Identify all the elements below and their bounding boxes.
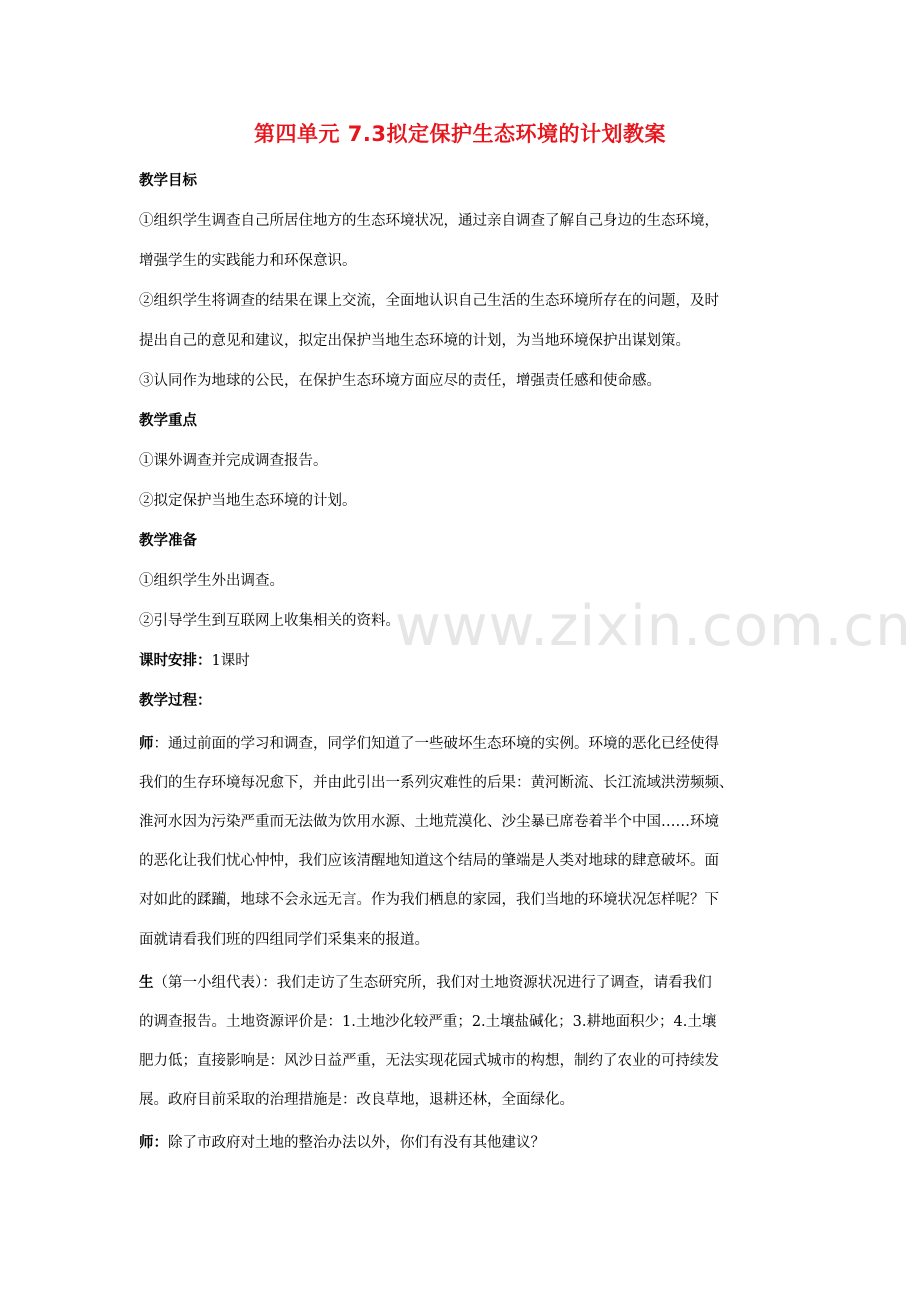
goals-heading: 教学目标 [139,173,197,189]
key-point-2: ②拟定保护当地生态环境的计划。 [139,493,357,509]
student-para-text-1: （第一小组代表）：我们走访了生态研究所，我们对土地资源状况进行了调查，请看我们 [153,975,712,991]
student-label: 生 [139,975,154,991]
goals-line-2: 增强学生的实践能力和环保意识。 [139,253,357,269]
watermark: www.zixin.com.cn [395,594,912,659]
goals-line-4: 提出自己的意见和建议，拟定出保护当地生态环境的计划，为当地环境保护出谋划策。 [139,333,690,349]
teacher-para2-line [139,1133,799,1153]
teacher-para1-line-6: 面就请看我们班的四组同学们采集来的报道。 [139,932,429,948]
student-para-line-2: 的调查报告。土地资源评价是：1.土地沙化较严重；2.土壤盐碱化；3.耕地面积少；4.土壤 [139,1014,717,1030]
key-points-heading: 教学重点 [139,413,197,429]
goals-line-3: ②组织学生将调查的结果在课上交流，全面地认识自己生活的生态环境所存在的问题，及时 [139,293,719,309]
student-para-line-3: 肥力低；直接影响是：风沙日益严重，无法实现花园式城市的构想，制约了农业的可持续发 [139,1053,719,1069]
prep-item-2: ②引导学生到互联网上收集相关的资料。 [139,613,400,629]
teacher-para1-line-5: 对如此的蹂躏，地球不会永远无言。作为我们栖息的家园，我们当地的环境状况怎样呢？下 [139,892,719,908]
goals-line-5: ③认同作为地球的公民，在保护生态环境方面应尽的责任，增强责任感和使命感。 [139,373,661,389]
student-para-line-4: 展。政府目前采取的治理措施是：改良草地，退耕还林，全面绿化。 [139,1092,574,1108]
teacher-para1-line-2: 我们的生存环境每况愈下，并由此引出一系列灾难性的后果：黄河断流、长江流域洪涝频频、 [139,775,734,791]
prep-heading: 教学准备 [139,533,197,549]
teacher-label-2: 师： [139,1135,168,1151]
teacher-para1-line-4: 的恶化让我们忧心忡忡，我们应该清醒地知道这个结局的肇端是人类对地球的肆意破坏。面 [139,853,719,869]
key-point-1: ①课外调查并完成调查报告。 [139,453,328,469]
teacher-para1-line-1 [139,734,799,754]
schedule-value: 1课时 [211,653,250,669]
schedule-line [139,651,799,671]
teacher-para1-line-3: 淮河水因为污染严重而无法做为饮用水源、土地荒漠化、沙尘暴已席卷着半个中国……环境 [139,814,719,830]
teacher-label: 师 [139,736,154,752]
document-title: 第四单元 7.3拟定保护生态环境的计划教案 [253,122,666,146]
student-para-line-1 [139,973,799,993]
teacher-para2-text: 除了市政府对土地的整治办法以外，你们有没有其他建议？ [168,1135,545,1151]
goals-line-1: ①组织学生调查自己所居住地方的生态环境状况，通过亲自调查了解自己身边的生态环境， [139,213,719,229]
prep-item-1: ①组织学生外出调查。 [139,573,284,589]
schedule-label: 课时安排： [139,653,212,669]
teacher-para1-text-1: ：通过前面的学习和调查，同学们知道了一些破坏生态环境的实例。环境的恶化已经使得 [153,736,719,752]
process-heading: 教学过程： [139,693,212,709]
